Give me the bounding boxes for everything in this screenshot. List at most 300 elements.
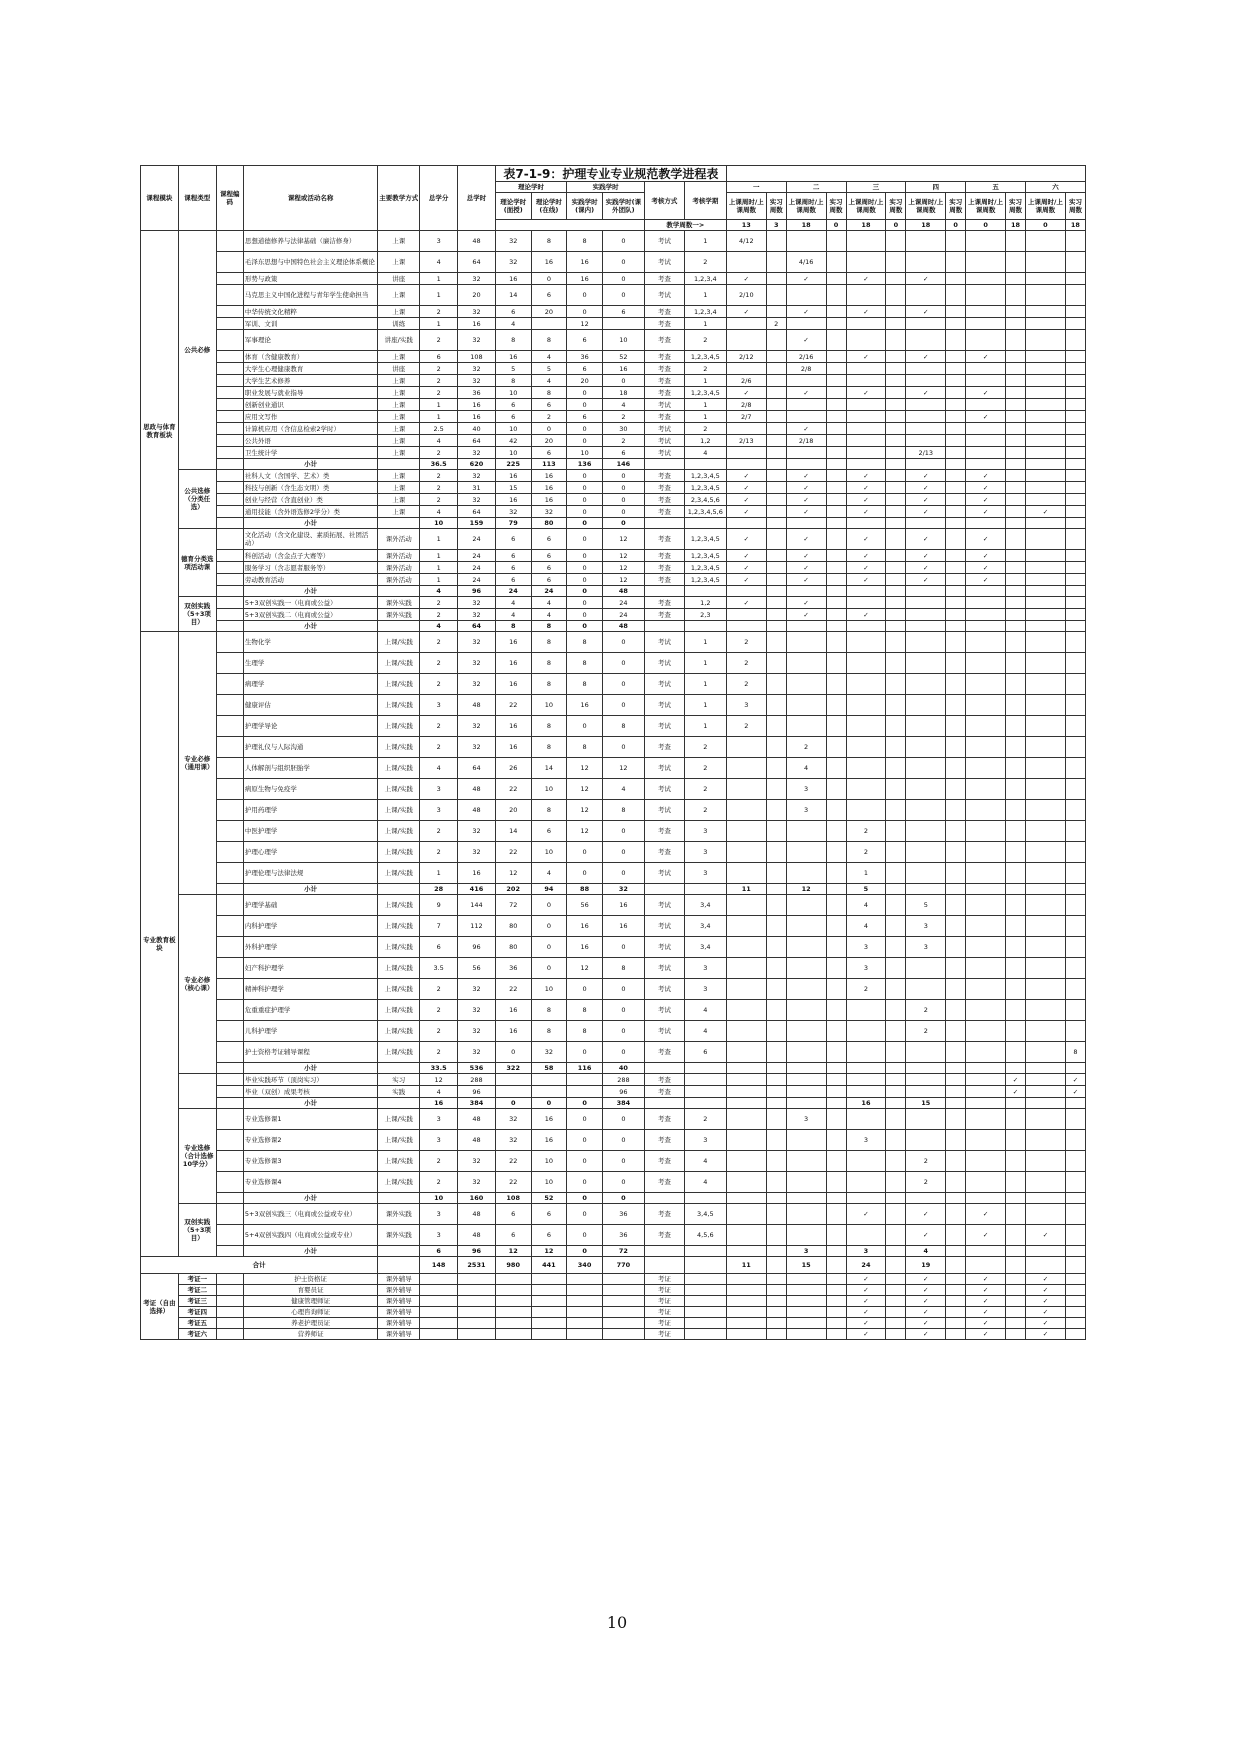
semester-cell [1025, 387, 1065, 399]
semester-cell [1065, 1296, 1085, 1307]
semester-cell [786, 1063, 826, 1074]
table-row [141, 1151, 1086, 1172]
exam-term [684, 459, 726, 470]
semester-cell [766, 716, 786, 737]
course-name: 危重重症护理学 [243, 1000, 377, 1021]
semester-cell [1006, 470, 1026, 482]
semester-cell [946, 252, 966, 273]
header-sem-intern: 实习周数 [946, 193, 966, 220]
semester-cell [1065, 884, 1085, 895]
hours-value [458, 1296, 496, 1307]
header-method: 主要教学方式 [378, 166, 420, 231]
course-name: 公共外语 [243, 435, 377, 447]
semester-cell [946, 1246, 966, 1257]
hours-value: 8 [602, 716, 644, 737]
semester-cell: ✓ [846, 506, 886, 518]
exam-type [644, 1193, 684, 1204]
semester-cell [946, 285, 966, 306]
table-row [141, 1021, 1086, 1042]
hours-value: 16 [495, 653, 531, 674]
semester-cell [946, 1257, 966, 1274]
course-name: 健康评估 [243, 695, 377, 716]
semester-cell [886, 863, 906, 884]
hours-value: 16 [531, 252, 567, 273]
exam-type: 考查 [644, 1086, 684, 1098]
exam-term: 3,4 [684, 916, 726, 937]
semester-cell [1006, 653, 1026, 674]
hours-value: 288 [458, 1074, 496, 1086]
semester-cell [1065, 562, 1085, 574]
semester-cell [1065, 285, 1085, 306]
semester-cell: ✓ [906, 482, 946, 494]
course-name: 5+3双创实践三（电商或公益或专业） [243, 1204, 377, 1225]
category-cell: 专业必修（核心课） [178, 895, 216, 1074]
semester-cell: 2 [846, 979, 886, 1000]
semester-cell: 2/18 [786, 435, 826, 447]
semester-cell [846, 1021, 886, 1042]
semester-cell [1065, 800, 1085, 821]
semester-cell: ✓ [1065, 1074, 1085, 1086]
exam-type: 考试 [644, 399, 684, 411]
course-code [216, 1042, 243, 1063]
hours-value: 64 [458, 506, 496, 518]
semester-cell [886, 586, 906, 597]
semester-cell [1006, 318, 1026, 330]
hours-value: 2 [420, 597, 458, 609]
semester-cell [726, 1098, 766, 1109]
hours-value: 22 [495, 1151, 531, 1172]
semester-cell [886, 470, 906, 482]
semester-cell [946, 937, 966, 958]
exam-term: 1,2 [684, 597, 726, 609]
teaching-method: 上课/实践 [378, 674, 420, 695]
table-row [141, 1307, 1086, 1318]
header-week-count: 0 [886, 220, 906, 231]
semester-cell [966, 273, 1006, 285]
semester-cell [1006, 632, 1026, 653]
semester-cell [946, 1042, 966, 1063]
exam-type: 考查 [644, 529, 684, 550]
semester-cell [766, 916, 786, 937]
hours-value: 6 [531, 562, 567, 574]
subtotal-value: 146 [602, 459, 644, 470]
semester-cell [946, 318, 966, 330]
exam-term [684, 518, 726, 529]
semester-cell [826, 1151, 846, 1172]
hours-value [602, 1296, 644, 1307]
course-code [216, 695, 243, 716]
table-row [141, 1246, 1086, 1257]
semester-cell [766, 435, 786, 447]
hours-value: 6 [567, 330, 603, 351]
exam-type: 考查 [644, 562, 684, 574]
table-row [141, 459, 1086, 470]
semester-cell [906, 863, 946, 884]
semester-cell: ✓ [906, 1274, 946, 1285]
hours-value: 6 [531, 1225, 567, 1246]
semester-cell [846, 318, 886, 330]
hours-value: 36 [602, 1225, 644, 1246]
semester-cell [1025, 1086, 1065, 1098]
hours-value: 2 [420, 716, 458, 737]
semester-cell [766, 399, 786, 411]
hours-value: 6 [531, 285, 567, 306]
header-practice: 实践学时 [567, 182, 645, 193]
semester-cell [1025, 363, 1065, 375]
semester-cell [906, 758, 946, 779]
semester-cell [886, 1246, 906, 1257]
teaching-method: 上课/实践 [378, 1042, 420, 1063]
table-row [141, 494, 1086, 506]
semester-cell [886, 779, 906, 800]
course-code [216, 716, 243, 737]
hours-value [495, 1285, 531, 1296]
semester-cell [1025, 597, 1065, 609]
hours-value: 10 [567, 447, 603, 459]
semester-cell [946, 482, 966, 494]
hours-value: 16 [458, 318, 496, 330]
course-name: 职业发展与就业指导 [243, 387, 377, 399]
hours-value: 48 [458, 695, 496, 716]
semester-cell [786, 318, 826, 330]
semester-cell [1065, 779, 1085, 800]
exam-type: 考试 [644, 1021, 684, 1042]
semester-cell: 4 [846, 916, 886, 937]
course-name: 通用技能（含外语选修2学分）类 [243, 506, 377, 518]
table-row [141, 586, 1086, 597]
hours-value: 32 [458, 979, 496, 1000]
exam-term: 1,2,3,4,5 [684, 482, 726, 494]
semester-cell [1006, 351, 1026, 363]
semester-cell [1006, 330, 1026, 351]
semester-cell [966, 737, 1006, 758]
semester-cell: ✓ [786, 387, 826, 399]
hours-value: 48 [458, 779, 496, 800]
semester-cell [826, 1257, 846, 1274]
hours-value: 0 [567, 494, 603, 506]
semester-cell [1065, 916, 1085, 937]
subtotal-value: 36.5 [420, 459, 458, 470]
semester-cell [946, 1225, 966, 1246]
header-sem-intern: 实习周数 [766, 193, 786, 220]
semester-cell [1006, 821, 1026, 842]
hours-value: 0 [602, 674, 644, 695]
hours-value: 2 [602, 411, 644, 423]
table-row [141, 716, 1086, 737]
semester-cell [846, 399, 886, 411]
exam-type: 考试 [644, 979, 684, 1000]
hours-value: 8 [567, 1000, 603, 1021]
course-code [216, 958, 243, 979]
semester-cell [1065, 330, 1085, 351]
semester-cell: ✓ [906, 1329, 946, 1340]
semester-cell [886, 330, 906, 351]
teaching-method: 上课/实践 [378, 716, 420, 737]
hours-value [531, 1274, 567, 1285]
semester-cell [1025, 1257, 1065, 1274]
semester-cell [826, 1063, 846, 1074]
semester-cell [786, 821, 826, 842]
semester-cell [766, 231, 786, 252]
course-code [216, 1204, 243, 1225]
exam-term: 2 [684, 423, 726, 435]
semester-cell: ✓ [966, 550, 1006, 562]
course-code [216, 1000, 243, 1021]
schedule-document [140, 165, 1086, 1340]
category-cell: 公共选修（分类任选） [178, 470, 216, 529]
semester-cell [886, 285, 906, 306]
subtotal-value: 0 [495, 1098, 531, 1109]
semester-cell [1025, 330, 1065, 351]
semester-cell [766, 597, 786, 609]
hours-value: 0 [495, 1042, 531, 1063]
teaching-method: 上课/实践 [378, 1109, 420, 1130]
semester-cell [886, 1074, 906, 1086]
semester-cell: ✓ [726, 562, 766, 574]
semester-cell [1065, 529, 1085, 550]
semester-cell [846, 375, 886, 387]
hours-value: 6 [495, 550, 531, 562]
hours-value: 30 [602, 423, 644, 435]
hours-value: 16 [458, 863, 496, 884]
hours-value: 32 [458, 716, 496, 737]
semester-cell [766, 423, 786, 435]
hours-value: 2 [420, 363, 458, 375]
semester-cell [966, 1074, 1006, 1086]
hours-value: 10 [531, 1151, 567, 1172]
semester-cell [966, 1172, 1006, 1193]
semester-cell [886, 252, 906, 273]
hours-value: 6 [495, 574, 531, 586]
course-code [216, 884, 243, 895]
semester-cell [826, 435, 846, 447]
semester-cell [766, 1204, 786, 1225]
semester-cell: 3 [846, 1246, 886, 1257]
hours-value [531, 318, 567, 330]
semester-cell: 2/13 [906, 447, 946, 459]
semester-cell: ✓ [846, 1307, 886, 1318]
hours-value: 0 [567, 1109, 603, 1130]
semester-cell [826, 1109, 846, 1130]
hours-value: 24 [602, 609, 644, 621]
hours-value: 31 [458, 482, 496, 494]
teaching-method: 上课/实践 [378, 779, 420, 800]
hours-value: 16 [495, 737, 531, 758]
semester-cell [846, 231, 886, 252]
semester-cell [1025, 411, 1065, 423]
total-value: 980 [495, 1257, 531, 1274]
hours-value: 10 [495, 387, 531, 399]
semester-cell [886, 979, 906, 1000]
hours-value: 0 [602, 979, 644, 1000]
exam-type: 考查 [644, 1074, 684, 1086]
semester-cell [1025, 518, 1065, 529]
hours-value: 32 [458, 363, 496, 375]
semester-cell [726, 423, 766, 435]
semester-cell [1006, 231, 1026, 252]
table-row [141, 1130, 1086, 1151]
exam-term: 3 [684, 1130, 726, 1151]
semester-cell [826, 1204, 846, 1225]
semester-cell [946, 821, 966, 842]
hours-value [602, 1285, 644, 1296]
course-name: 护理学导论 [243, 716, 377, 737]
hours-value: 16 [495, 494, 531, 506]
hours-value: 32 [458, 330, 496, 351]
hours-value: 0 [602, 1172, 644, 1193]
semester-cell [766, 863, 786, 884]
table-row [141, 653, 1086, 674]
exam-type: 考证 [644, 1274, 684, 1285]
exam-term [684, 1257, 726, 1274]
subtotal-value: 0 [602, 1193, 644, 1204]
hours-value: 2 [531, 411, 567, 423]
semester-cell [906, 597, 946, 609]
semester-cell [846, 695, 886, 716]
semester-cell: ✓ [906, 470, 946, 482]
exam-type: 考查 [644, 574, 684, 586]
hours-value: 96 [458, 1086, 496, 1098]
table-row [141, 470, 1086, 482]
table-row [141, 800, 1086, 821]
cert-name: 营养师证 [243, 1329, 377, 1340]
hours-value [602, 1307, 644, 1318]
semester-cell: 2/7 [726, 411, 766, 423]
hours-value: 0 [567, 562, 603, 574]
hours-value: 48 [458, 800, 496, 821]
course-name: 劳动教育活动 [243, 574, 377, 586]
course-name: 军训、文训 [243, 318, 377, 330]
semester-cell [726, 1109, 766, 1130]
semester-cell [846, 1000, 886, 1021]
course-name: 外科护理学 [243, 937, 377, 958]
course-name: 科创活动（含金点子大赛等） [243, 550, 377, 562]
semester-cell [766, 1151, 786, 1172]
header-sem-hours: 上课周时/上课周数 [1025, 193, 1065, 220]
header-week-count: 0 [826, 220, 846, 231]
semester-cell [1006, 621, 1026, 632]
subtotal-value: 0 [567, 621, 603, 632]
course-code [216, 1098, 243, 1109]
semester-cell [766, 506, 786, 518]
semester-cell [946, 1151, 966, 1172]
exam-term: 3,4,5 [684, 1204, 726, 1225]
semester-cell: 2/10 [726, 285, 766, 306]
semester-cell [1006, 306, 1026, 318]
hours-value [458, 1329, 496, 1340]
subtotal-label: 小计 [243, 1063, 377, 1074]
header-theory-online: 理论学时(在线) [531, 193, 567, 220]
course-code [216, 1318, 243, 1329]
exam-term [684, 1296, 726, 1307]
exam-term: 1,2,3,4,5 [684, 562, 726, 574]
semester-cell [966, 1086, 1006, 1098]
hours-value: 14 [531, 758, 567, 779]
semester-cell [826, 821, 846, 842]
semester-cell [766, 1074, 786, 1086]
hours-value: 4 [420, 435, 458, 447]
hours-value: 2.5 [420, 423, 458, 435]
semester-cell [1065, 842, 1085, 863]
subtotal-value: 113 [531, 459, 567, 470]
semester-cell [886, 958, 906, 979]
table-row [141, 1042, 1086, 1063]
hours-value: 16 [602, 363, 644, 375]
table-row [141, 1172, 1086, 1193]
semester-cell [1065, 318, 1085, 330]
semester-cell: ✓ [786, 529, 826, 550]
semester-cell [946, 273, 966, 285]
header-week-count: 18 [1065, 220, 1085, 231]
semester-cell: ✓ [846, 1274, 886, 1285]
semester-cell: ✓ [906, 529, 946, 550]
header-semester: 五 [966, 182, 1026, 193]
semester-cell [1025, 1204, 1065, 1225]
semester-cell [766, 351, 786, 363]
teaching-method: 上课 [378, 252, 420, 273]
semester-cell [966, 779, 1006, 800]
semester-cell [906, 375, 946, 387]
semester-cell [766, 1042, 786, 1063]
hours-value [420, 1318, 458, 1329]
exam-term: 1,2,3,4,5 [684, 387, 726, 399]
hours-value: 20 [495, 800, 531, 821]
hours-value: 4 [531, 351, 567, 363]
course-code [216, 609, 243, 621]
hours-value: 0 [567, 979, 603, 1000]
semester-cell [886, 1193, 906, 1204]
semester-cell [1025, 695, 1065, 716]
hours-value: 96 [602, 1086, 644, 1098]
semester-cell [726, 330, 766, 351]
course-name: 应用文写作 [243, 411, 377, 423]
semester-cell [966, 916, 1006, 937]
teaching-method [378, 884, 420, 895]
semester-cell [766, 252, 786, 273]
hours-value: 0 [602, 1130, 644, 1151]
exam-type: 考查 [644, 494, 684, 506]
semester-cell [846, 1151, 886, 1172]
exam-term: 1,2,3,4 [684, 273, 726, 285]
hours-value: 16 [602, 895, 644, 916]
semester-cell [946, 363, 966, 375]
hours-value: 3 [420, 1130, 458, 1151]
hours-value: 26 [495, 758, 531, 779]
semester-cell [1065, 979, 1085, 1000]
semester-cell [886, 597, 906, 609]
semester-cell [1006, 916, 1026, 937]
header-semester: 四 [906, 182, 966, 193]
hours-value: 16 [458, 399, 496, 411]
semester-cell [1065, 621, 1085, 632]
semester-cell [726, 318, 766, 330]
semester-cell: ✓ [1025, 1307, 1065, 1318]
exam-term: 2 [684, 800, 726, 821]
hours-value: 0 [602, 506, 644, 518]
semester-cell: 2 [726, 632, 766, 653]
semester-cell: ✓ [846, 494, 886, 506]
semester-cell [766, 1246, 786, 1257]
table-row [141, 621, 1086, 632]
hours-value: 48 [458, 1109, 496, 1130]
semester-cell: 12 [786, 884, 826, 895]
hours-value [567, 1074, 603, 1086]
teaching-method [378, 1063, 420, 1074]
teaching-method [378, 586, 420, 597]
semester-cell [1065, 1274, 1085, 1285]
hours-value: 0 [602, 937, 644, 958]
semester-cell [1025, 550, 1065, 562]
